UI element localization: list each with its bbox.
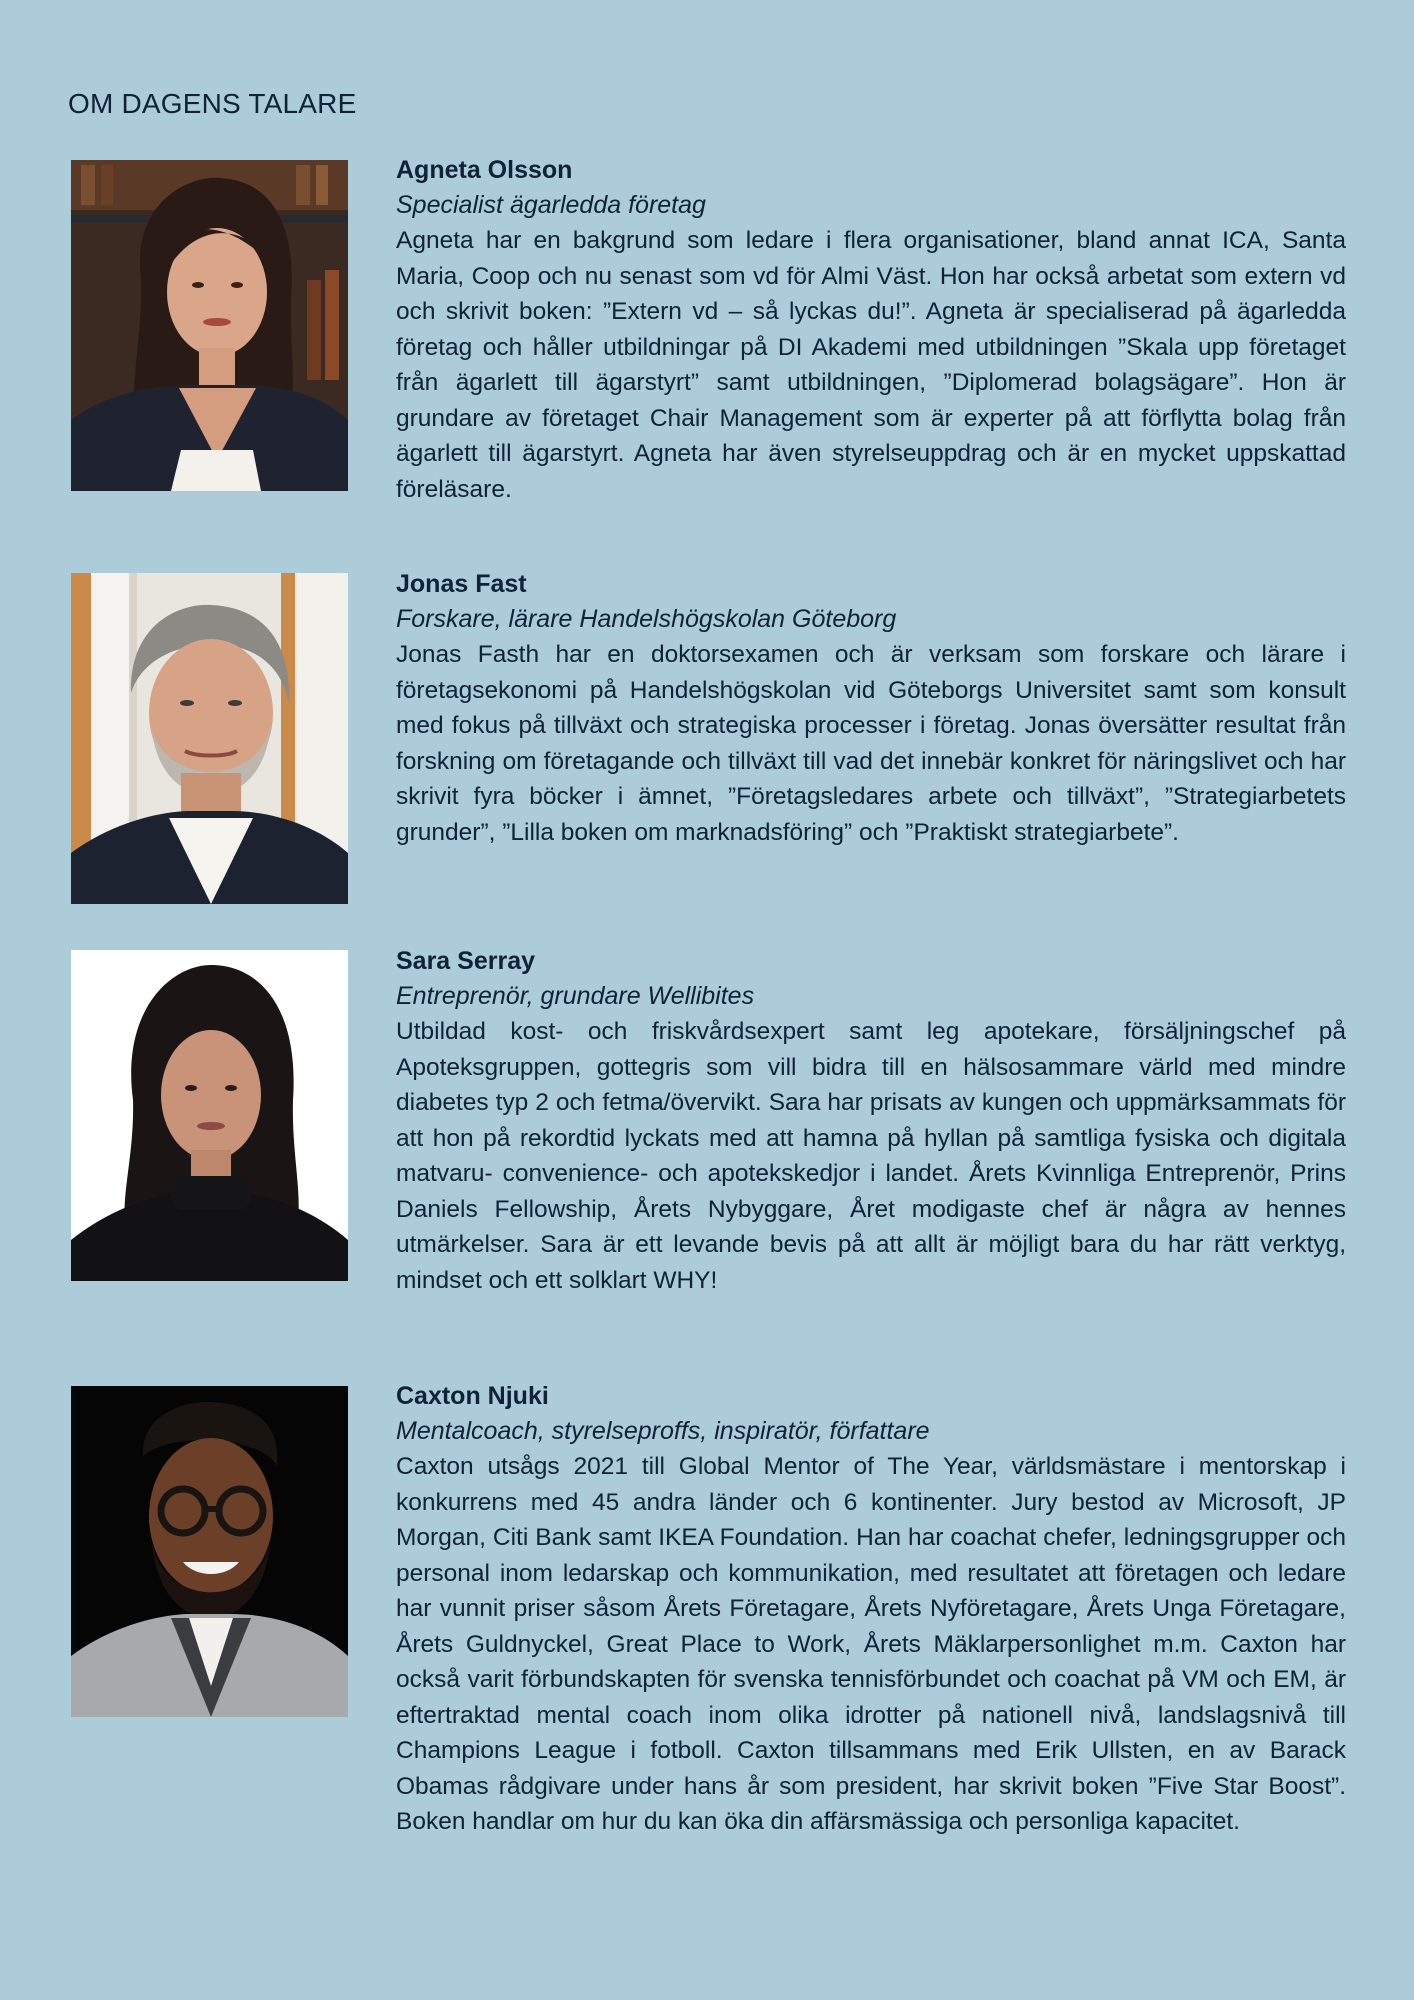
speaker-photo	[71, 160, 348, 491]
speaker-name: Caxton Njuki	[396, 1382, 549, 1410]
speaker-text	[396, 943, 1346, 1298]
speaker-bio: Agneta har en bakgrund som ledare i flera organisationer, bland annat ICA, Santa Maria, Coop och nu senast som vd för Almi Väst. Hon har också arbetat som extern vd och skrivit boken: ”Extern vd – så lyckas du!”. Agneta är specialiserad på ägarledda företag och håller utbildningar på DI Akademi med utbildningen ”Skala upp företaget från ägarlett till ägarstyrt” samt utbildningen, ”Diplomerad bolagsägare”. Hon är grundare av företaget Chair Management som är experter på att förflytta bolag från ägarlett till ägarstyrt. Agneta har även styrelseuppdrag och är en mycket uppskattad föreläsare.	[396, 227, 1346, 503]
speaker-text	[396, 152, 1346, 507]
speaker-photo	[71, 950, 348, 1281]
page-heading: OM DAGENS TALARE	[68, 88, 357, 119]
speaker-bio: Utbildad kost- och friskvårdsexpert samt leg apotekare, försäljningschef på Apoteksgruppen, gottegris som vill bidra till en hälsosammare värld med mindre diabetes typ 2 och fetma/övervikt. Sara har prisats av kungen och uppmärksammats för att hon på rekordtid lyckats med att hamna på hyllan på samtliga fysiska och digitala matvaru- convenience- och apotekskedjor i landet. Årets Kvinnliga Entreprenör, Prins Daniels Fellowship, Årets Nybyggare, Året modigaste chef är några av hennes utmärkelser. Sara är ett levande bevis på att allt är möjligt bara du har rätt verktyg, mindset och ett solklart WHY!	[396, 1018, 1346, 1294]
speaker-role: Forskare, lärare Handelshögskolan Göteborg	[396, 605, 897, 633]
portrait-jonas-fast	[71, 573, 348, 904]
speaker-text	[396, 1378, 1346, 1840]
speaker-bio: Jonas Fasth har en doktorsexamen och är verksam som forskare och lärare i företagsekonomi på Handelshögskolan vid Göteborgs Universitet samt som konsult med fokus på tillväxt och strategiska processer i företag. Jonas översätter resultat från forskning om företagande och tillväxt till vad det innebär konkret för näringslivet och har skrivit fyra böcker i ämnet, ”Företagsledares arbete och tillväxt”, ”Strategiarbetets grunder”, ”Lilla boken om marknadsföring” och ”Praktiskt strategiarbete”.	[396, 641, 1346, 846]
speaker-role: Specialist ägarledda företag	[396, 191, 706, 219]
speaker-text	[396, 566, 1346, 850]
speaker-bio: Caxton utsågs 2021 till Global Mentor of The Year, världsmästare i mentorskap i konkurrens med 45 andra länder och 6 kontinenter. Jury bestod av Microsoft, JP Morgan, Citi Bank samt IKEA Foundation. Han har coachat chefer, ledningsgrupper och personal inom ledarskap och kommunikation, med resultatet att företagen och ledare har vunnit priser såsom Årets Företagare, Årets Nyföretagare, Årets Unga Företagare, Årets Guldnyckel, Great Place to Work, Årets Mäklarpersonlighet m.m. Caxton har också varit förbundskapten för svenska tennisförbundet och coachat på VM och EM, är eftertraktad mental coach inom olika idrotter på nationell nivå, landslagsnivå till Champions League i fotboll. Caxton tillsammans med Erik Ullsten, en av Barack Obamas rådgivare under hans år som president, har skrivit boken ”Five Star Boost”. Boken handlar om hur du kan öka din affärsmässiga och personliga kapacitet.	[396, 1453, 1346, 1835]
speaker-role: Entreprenör, grundare Wellibites	[396, 982, 755, 1010]
portrait-agneta-olsson	[71, 160, 348, 491]
speaker-name: Agneta Olsson	[396, 156, 573, 184]
speaker-photo	[71, 1386, 348, 1717]
portrait-caxton-njuki	[71, 1386, 348, 1717]
portrait-sara-serray	[71, 950, 348, 1281]
speaker-photo	[71, 573, 348, 904]
speaker-role: Mentalcoach, styrelseproffs, inspiratör, författare	[396, 1417, 930, 1445]
speaker-name: Sara Serray	[396, 947, 536, 975]
speaker-name: Jonas Fast	[396, 570, 527, 598]
